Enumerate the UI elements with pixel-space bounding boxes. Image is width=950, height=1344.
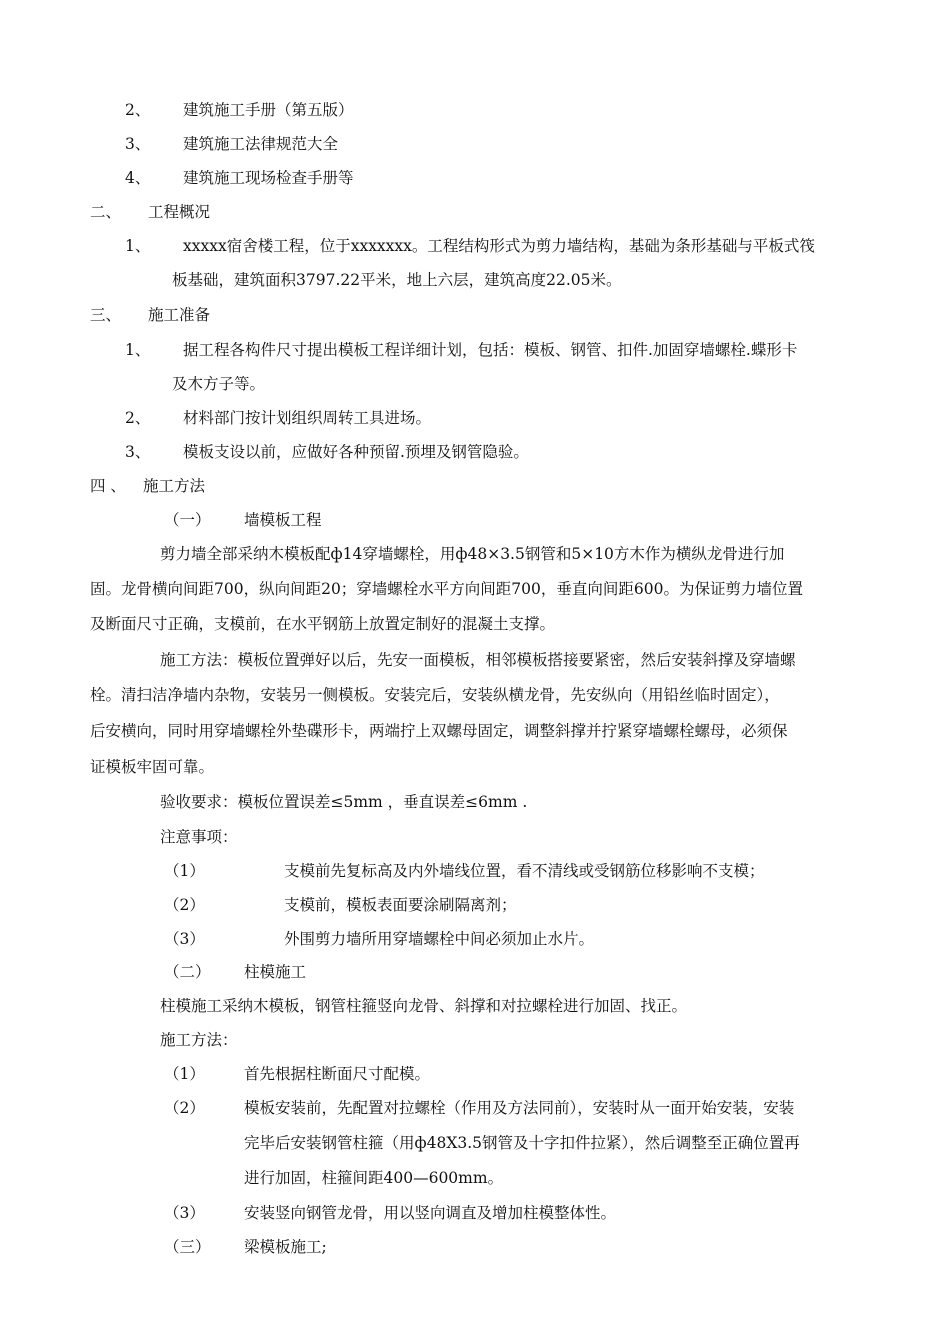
ref-number: 2、 — [125, 101, 151, 119]
ref-text: 建筑施工法律规范大全 — [183, 135, 339, 153]
step-text: 模板安装前，先配置对拉螺栓（作用及方法同前），安装时从一面开始安装，安装 — [244, 1099, 795, 1117]
step-number: （3） — [164, 1204, 205, 1222]
item-text: 模板支设以前，应做好各种预留.预埋及钢管隐验。 — [183, 443, 529, 461]
item-text-continued: 板基础，建筑面积3797.22平米，地上六层，建筑高度22.05米。 — [172, 271, 622, 289]
paragraph-line: 栓。清扫洁净墙内杂物，安装另一侧模板。安装完后，安装纵横龙骨，先安纵向（用铅丝临时固定）， — [90, 686, 780, 704]
acceptance-requirement: 验收要求：模板位置误差≤5mm ，垂直误差≤6mm . — [160, 793, 528, 811]
subsection-number: （二） — [164, 963, 211, 981]
method-title: 施工方法： — [160, 1031, 238, 1049]
section-number: 四 、 — [90, 477, 126, 495]
paragraph-line: 施工方法：模板位置弹好以后，先安一面模板，相邻模板搭接要紧密，然后安装斜撑及穿墙螺 — [160, 651, 796, 669]
paragraph-line: 后安横向，同时用穿墙螺栓外垫碟形卡，两端拧上双螺母固定，调整斜撑并拧紧穿墙螺栓螺母，必须保 — [90, 722, 788, 740]
step-text-continued: 完毕后安装钢管柱箍（用ф48X3.5钢管及十字扣件拉紧），然后调整至正确位置再 — [244, 1134, 800, 1152]
item-number: 3、 — [125, 443, 151, 461]
item-number: 2、 — [125, 409, 151, 427]
subsection-title: 柱模施工 — [244, 963, 307, 981]
step-number: （2） — [164, 1099, 205, 1117]
paragraph-line: 固。龙骨横向间距700，纵向间距20；穿墙螺栓水平方向间距700，垂直向间距600。为保证剪力墙位置 — [90, 580, 803, 598]
section-number: 三、 — [90, 306, 122, 324]
note-text: 外围剪力墙所用穿墙螺栓中间必须加止水片。 — [284, 930, 595, 948]
section-title: 工程概况 — [148, 203, 211, 221]
subsection-title: 梁模板施工; — [244, 1238, 327, 1256]
paragraph-line: 柱模施工采纳木模板，钢管柱箍竖向龙骨、斜撑和对拉螺栓进行加固、找正。 — [160, 997, 688, 1015]
item-text: xxxxx宿舍楼工程，位于xxxxxxx。工程结构形式为剪力墙结构，基础为条形基础与平板式筏 — [183, 237, 815, 255]
step-text: 首先根据柱断面尺寸配模。 — [244, 1065, 431, 1083]
section-title: 施工方法 — [143, 477, 206, 495]
paragraph-line: 及断面尺寸正确，支模前，在水平钢筋上放置定制好的混凝土支撑。 — [90, 615, 556, 633]
note-text: 支模前先复标高及内外墙线位置，看不清线或受钢筋位移影响不支模； — [284, 862, 765, 880]
item-number: 1、 — [125, 341, 151, 359]
step-text: 安装竖向钢管龙骨，用以竖向调直及增加柱模整体性。 — [244, 1204, 617, 1222]
ref-text: 建筑施工现场检查手册等 — [183, 169, 354, 187]
subsection-title: 墙模板工程 — [244, 511, 322, 529]
notes-title: 注意事项： — [160, 828, 238, 846]
section-title: 施工准备 — [148, 306, 211, 324]
step-text-continued: 进行加固，柱箍间距400—600mm。 — [244, 1169, 504, 1187]
step-number: （1） — [164, 1065, 205, 1083]
item-text: 据工程各构件尺寸提出模板工程详细计划，包括：模板、钢管、扣件.加固穿墙螺栓.蝶形卡 — [183, 341, 798, 359]
note-text: 支模前，模板表面要涂刷隔离剂； — [284, 896, 517, 914]
item-text: 材料部门按计划组织周转工具进场。 — [183, 409, 432, 427]
subsection-number: （一） — [164, 511, 211, 529]
subsection-number: （三） — [164, 1238, 211, 1256]
paragraph-line: 剪力墙全部采纳木模板配ф14穿墙螺栓，用ф48×3.5钢管和5×10方木作为横纵龙骨进行加 — [160, 545, 785, 563]
ref-number: 3、 — [125, 135, 151, 153]
ref-number: 4、 — [125, 169, 151, 187]
item-number: 1、 — [125, 237, 151, 255]
note-number: （3） — [164, 930, 205, 948]
section-number: 二、 — [90, 203, 122, 221]
ref-text: 建筑施工手册（第五版） — [183, 101, 354, 119]
paragraph-line: 证模板牢固可靠。 — [90, 758, 215, 776]
item-text-continued: 及木方子等。 — [172, 375, 266, 393]
note-number: （1） — [164, 862, 205, 880]
note-number: （2） — [164, 896, 205, 914]
